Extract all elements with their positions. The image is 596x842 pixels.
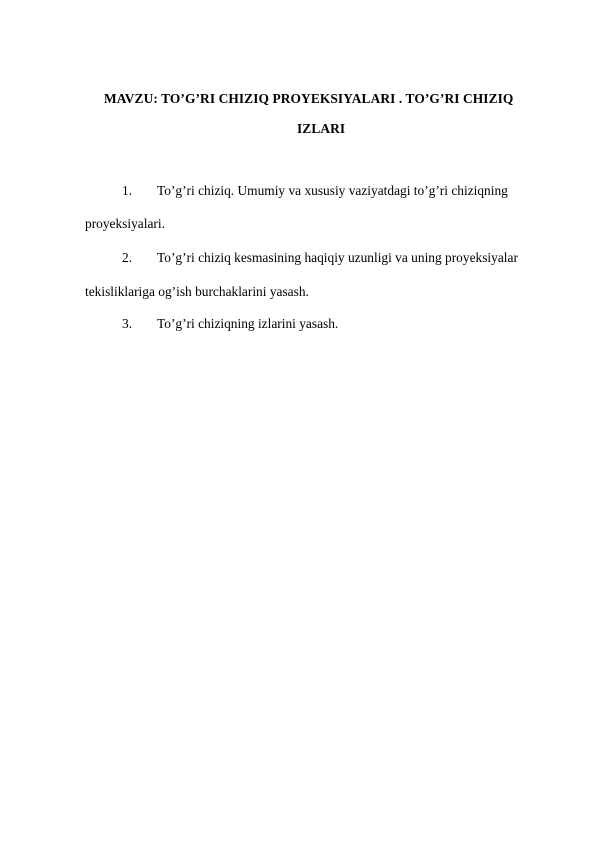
list-item-continuation-1: proyeksiyalari.	[85, 216, 165, 231]
document-title-line-1: MAVZU: TO’G’RI CHIZIQ PROYEKSIYALARI . TO’G’RI CHIZIQ	[104, 91, 514, 106]
list-item-continuation-2: tekisliklariga og’ish burchaklarini yasash.	[85, 284, 309, 299]
document-title-line-2: IZLARI	[297, 121, 346, 136]
list-item-number-2: 2.	[122, 250, 133, 265]
list-item-text-2: To’g’ri chiziq kesmasining haqiqiy uzunligi va uning proyeksiyalar	[157, 250, 518, 265]
list-item-number-3: 3.	[122, 316, 133, 331]
list-item-number-1: 1.	[122, 183, 133, 198]
list-item-text-3: To’g’ri chiziqning izlarini yasash.	[157, 316, 339, 331]
list-item-text-1: To’g’ri chiziq. Umumiy va xususiy vaziyatdagi to’g’ri chiziqning	[157, 183, 508, 198]
